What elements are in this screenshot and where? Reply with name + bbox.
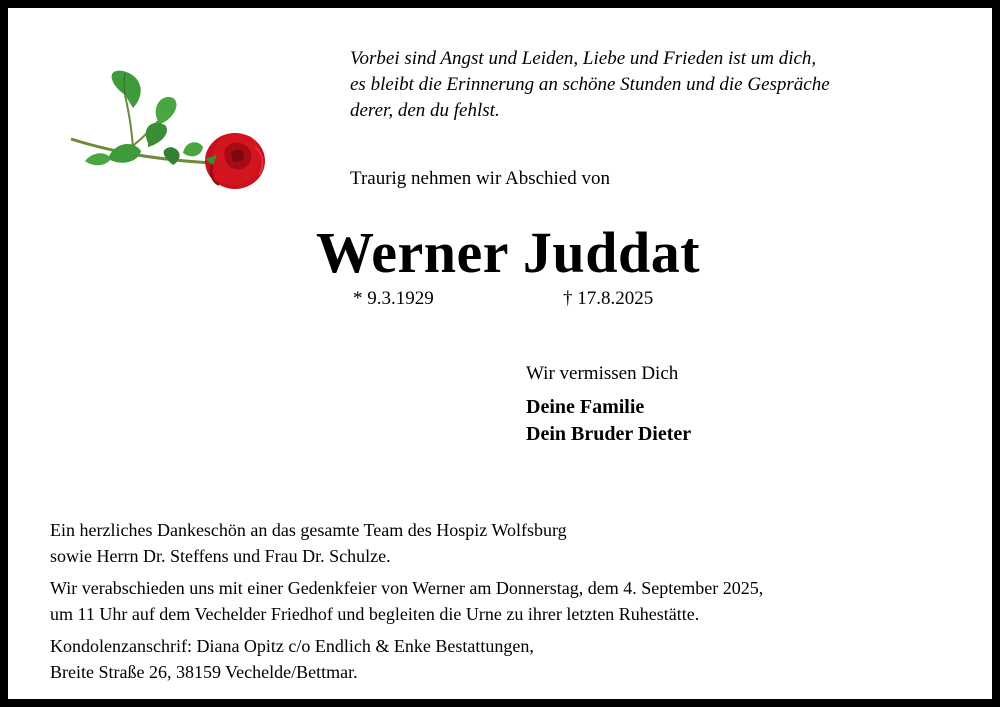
death-date: † 17.8.2025 <box>563 288 654 309</box>
thanks-paragraph <box>50 517 950 569</box>
mourners-intro: Wir vermissen Dich <box>526 363 679 384</box>
farewell-intro: Traurig nehmen wir Abschied von <box>350 168 610 189</box>
memorial-poem <box>350 46 910 124</box>
condolence-address <box>50 633 950 685</box>
condolence-line: Breite Straße 26, 38159 Vechelde/Bettmar. <box>50 662 358 682</box>
poem-line: es bleibt die Erinnerung an schöne Stunden und die Gespräche <box>350 74 830 95</box>
ceremony-paragraph <box>50 575 950 627</box>
mourners-signature <box>526 394 691 448</box>
poem-line: derer, den du fehlst. <box>350 100 500 121</box>
thanks-line: sowie Herrn Dr. Steffens und Frau Dr. Schulze. <box>50 546 391 566</box>
mourner-family: Deine Familie <box>526 396 645 418</box>
ceremony-line: Wir verabschieden uns mit einer Gedenkfeier von Werner am Donnerstag, dem 4. September 2025, <box>50 578 764 598</box>
rose-icon <box>63 63 273 198</box>
birth-date: * 9.3.1929 <box>353 288 434 309</box>
thanks-line: Ein herzliches Dankeschön an das gesamte Team des Hospiz Wolfsburg <box>50 520 567 540</box>
ceremony-line: um 11 Uhr auf dem Vechelder Friedhof und begleiten die Urne zu ihrer letzten Ruhestätte. <box>50 604 700 624</box>
poem-line: Vorbei sind Angst und Leiden, Liebe und Frieden ist um dich, <box>350 48 817 69</box>
condolence-line: Kondolenzanschrif: Diana Opitz c/o Endlich & Enke Bestattungen, <box>50 636 534 656</box>
mourner-brother: Dein Bruder Dieter <box>526 423 692 445</box>
deceased-name: Werner Juddat <box>315 220 701 285</box>
